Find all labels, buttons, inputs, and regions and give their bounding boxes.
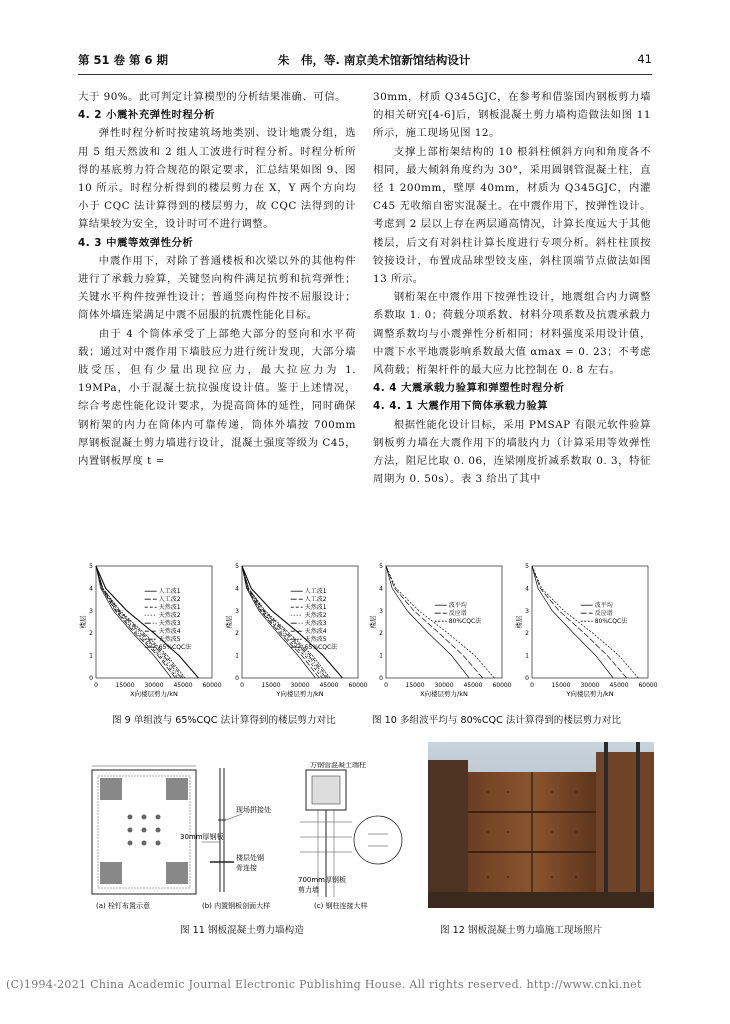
legend-entry: 天然波5	[158, 636, 181, 644]
legend-entry: 天然波2	[304, 612, 327, 620]
legend-entry: 人工波2	[304, 596, 327, 604]
x-tick-label: 60000	[638, 682, 658, 689]
legend-entry: 80%CQC法	[448, 618, 482, 626]
figure-11a-label: (a) 栓钉布置示意	[96, 902, 150, 910]
chart-panel-4	[514, 563, 658, 698]
x-tick-label: 15000	[551, 682, 571, 689]
x-tick-label: 60000	[202, 682, 222, 689]
figure-9-caption: 图 9 单组波与 65%CQC 法计算得到的楼层剪力对比	[112, 715, 336, 726]
legend-entry: 天然波4	[304, 628, 327, 636]
y-tick-label: 0	[379, 675, 383, 682]
legend-entry: 人工波1	[304, 588, 327, 596]
paragraph: 根据性能化设计目标，采用 PMSAP 有限元软件验算钢板剪力墙在大震作用下的墙肢内力（计算采用等效弹性方法，阻尼比取 0. 06，连梁刚度折减系数取 0. 3，特征周期为 0. 50s）。表 3 给出了其中	[373, 418, 651, 486]
series-line	[242, 566, 343, 678]
legend-entry: 人工波1	[158, 588, 181, 596]
chart-panel-2	[224, 563, 368, 698]
figure-11b-label: (b) 内置钢板剖面大样	[202, 902, 271, 910]
legend-entry: 天然波2	[158, 612, 181, 620]
plate-label: 30mm厚钢板	[180, 833, 224, 841]
x-tick-label: 60000	[348, 682, 368, 689]
y-tick-label: 2	[235, 630, 239, 638]
column-connection-diagram	[298, 762, 402, 910]
section-heading: 4. 3 中震等效弹性分析	[78, 236, 194, 249]
legend-entry: 天然波3	[158, 620, 181, 628]
paragraph: 中震作用下，对除了普通楼板和次梁以外的其他构件进行了承载力验算，关键竖向构件满足抗剪和抗弯弹性；关键水平构件按弹性设计；普通竖向构件按不屈服设计；筒体外墙连梁满足中震不屈服的抗震性能化目标。	[78, 254, 356, 322]
plate-section-diagram	[180, 768, 271, 910]
x-axis-label: X向楼层剪力/kN	[130, 690, 178, 698]
paragraph: 由于 4 个筒体承受了上部绝大部分的竖向和水平荷载；通过对中震作用下墙肢应力进行统计发现，大部分墙肢受压，但有少量出现拉应力，最大拉应力为 1. 19MPa，小于混凝土抗拉强度设计值。鉴于上述情况，综合考虑性能化设计要求，为提高筒体的延性，同时确保钢桁架的内力在筒体内可靠传递，筒体外墙按 700mm 厚钢板混凝土剪力墙进行设计，混凝土强度等级为 C45，内置钢板厚度 t =	[78, 327, 356, 468]
y-tick-label: 3	[525, 607, 529, 615]
section-heading: 4. 4. 1 大震作用下筒体承载力验算	[373, 400, 549, 413]
y-tick-label: 2	[525, 630, 529, 638]
y-tick-label: 3	[235, 607, 239, 615]
x-tick-label: 30000	[580, 682, 600, 689]
x-tick-label: 45000	[609, 682, 629, 689]
paragraph: 支撑上部桁架结构的 10 根斜柱倾斜方向和角度各不相同，最大倾斜角度约为 30°，采用圆钢管混凝土柱，直径 1 200mm，壁厚 40mm，材质为 Q345GJC，内灌 C45 无收缩自密实混凝土。在中震作用下，按弹性设计。考虑到 2 层以上存在两层通高情况，计算长度远大于其他楼层，后文有对斜柱计算长度进行专项分析。斜柱柱顶按铰接设计，布置成品球型铰支座，斜柱顶端节点做法如图 13 所示。	[373, 145, 651, 286]
figure-11c-label: (c) 钢柱连接大样	[314, 902, 368, 910]
y-tick-label: 4	[235, 585, 239, 593]
y-tick-label: 1	[379, 652, 383, 660]
figure-12-caption: 图 12 钢板混凝土剪力墙施工现场照片	[440, 925, 603, 936]
x-tick-label: 45000	[463, 682, 483, 689]
x-tick-label: 30000	[144, 682, 164, 689]
header-rule	[78, 74, 652, 75]
x-tick-label: 0	[384, 682, 388, 689]
y-tick-label: 3	[379, 607, 383, 615]
floor-label-2: 骨连接	[236, 864, 257, 872]
y-tick-label: 1	[525, 652, 529, 660]
plot-frame	[96, 566, 212, 678]
wall-label-2: 剪力墙	[298, 886, 319, 894]
x-tick-label: 15000	[115, 682, 135, 689]
y-tick-label: 5	[89, 563, 93, 570]
legend-entry: 天然波3	[304, 620, 327, 628]
running-header	[78, 52, 652, 72]
weld-label: 现场拼接处	[236, 806, 271, 814]
y-tick-label: 2	[379, 630, 383, 638]
y-tick-label: 2	[89, 630, 93, 638]
copyright-footer: (C)1994-2021 China Academic Journal Electronic Publishing House. All rights reserved. http://www.cnki.net	[6, 978, 642, 991]
plot-frame	[386, 566, 502, 678]
right-column	[373, 88, 651, 488]
x-tick-label: 30000	[434, 682, 454, 689]
x-tick-label: 0	[240, 682, 244, 689]
y-tick-label: 0	[89, 675, 93, 682]
y-tick-label: 4	[89, 585, 93, 593]
paragraph: 钢桁架在中震作用下按弹性设计，地震组合内力调整系数取 1. 0；荷载分项系数、材料分项系数及抗震承载力调整系数均与小震弹性分析相同；材料强度采用设计值，中震下水平地震影响系数最大值 αmax = 0. 23；不考虑风荷载；桁架杆件的最大应力比控制在 0. 8 左右。	[373, 291, 651, 377]
figure-10-caption: 图 10 多组波平均与 80%CQC 法计算得到的楼层剪力对比	[372, 715, 621, 726]
y-tick-label: 5	[379, 563, 383, 570]
y-axis-label: 楼层	[225, 615, 233, 629]
y-tick-label: 4	[525, 585, 529, 593]
section-heading: 4. 4 大震承载力验算和弹塑性时程分析	[373, 382, 565, 395]
construction-site-photo	[428, 742, 654, 908]
figure-11-caption: 图 11 钢板混凝土剪力墙构造	[180, 925, 304, 936]
paragraph: 大于 90%。此可判定计算模型的分析结果准确、可信。	[78, 91, 346, 103]
plot-frame	[242, 566, 358, 678]
section-heading: 4. 2 小震补充弹性时程分析	[78, 109, 216, 122]
y-tick-label: 0	[525, 675, 529, 682]
column-label: 方钢管混凝土端柱	[310, 762, 366, 769]
x-tick-label: 30000	[290, 682, 310, 689]
y-axis-label: 楼层	[369, 615, 377, 629]
x-axis-label: Y向楼层剪力/kN	[276, 690, 324, 698]
y-tick-label: 0	[235, 675, 239, 682]
article-title-header: 朱 伟，等. 南京美术馆新馆结构设计	[278, 53, 471, 67]
x-tick-label: 15000	[405, 682, 425, 689]
chart-panel-1	[78, 563, 222, 698]
legend-entry: 65%CQC法	[158, 644, 192, 652]
x-tick-label: 45000	[319, 682, 339, 689]
legend-entry: 天然波5	[304, 636, 327, 644]
left-column	[78, 88, 356, 470]
wall-label: 700mm厚钢板	[298, 876, 346, 884]
y-tick-label: 5	[525, 563, 529, 570]
paragraph: 30mm，材质 Q345GJC，在参考和借鉴国内钢板剪力墙的相关研究[4-6]后，钢板混凝土剪力墙构造做法如图 11 所示，施工现场见图 12。	[373, 91, 651, 140]
shear-force-charts	[78, 558, 658, 708]
legend-entry: 80%CQC法	[594, 618, 628, 626]
floor-label: 楼层处钢	[236, 854, 264, 862]
y-tick-label: 1	[89, 652, 93, 660]
y-axis-label: 楼层	[515, 615, 523, 629]
journal-volume: 第 51 卷 第 6 期	[78, 53, 169, 67]
x-axis-label: Y向楼层剪力/kN	[566, 690, 614, 698]
y-tick-label: 4	[379, 585, 383, 593]
x-tick-label: 60000	[492, 682, 512, 689]
series-line	[96, 566, 199, 678]
x-tick-label: 0	[530, 682, 534, 689]
legend-entry: 波平均	[448, 602, 467, 610]
x-axis-label: X向楼层剪力/kN	[420, 690, 468, 698]
chart-panel-3	[368, 563, 512, 698]
plot-frame	[532, 566, 648, 678]
legend-entry: 波平均	[594, 602, 613, 610]
legend-entry: 天然波4	[158, 628, 181, 636]
legend-entry: 天然波1	[304, 604, 327, 612]
legend-entry: 反应谱	[594, 610, 613, 618]
figure-11-drawing	[90, 762, 420, 914]
legend-entry: 天然波1	[158, 604, 181, 612]
y-axis-label: 楼层	[79, 615, 87, 629]
y-tick-label: 5	[235, 563, 239, 570]
y-tick-label: 1	[235, 652, 239, 660]
x-tick-label: 45000	[173, 682, 193, 689]
y-tick-label: 3	[89, 607, 93, 615]
x-tick-label: 15000	[261, 682, 281, 689]
page-number: 41	[637, 52, 652, 66]
legend-entry: 65%CQC法	[304, 644, 338, 652]
legend-entry: 反应谱	[448, 610, 467, 618]
paragraph: 弹性时程分析时按建筑场地类别、设计地震分组，选用 5 组天然波和 2 组人工波进行时程分析。时程分析所得的基底剪力符合规范的限定要求，汇总结果如图 9、图 10 所示。时程分析得到的楼层剪力在 X，Y 两个方向均小于 CQC 法计算得到的楼层剪力，故 CQC 法得到的计算结果较为安全，设计时可不进行调整。	[78, 127, 356, 231]
legend-entry: 人工波2	[158, 596, 181, 604]
x-tick-label: 0	[94, 682, 98, 689]
